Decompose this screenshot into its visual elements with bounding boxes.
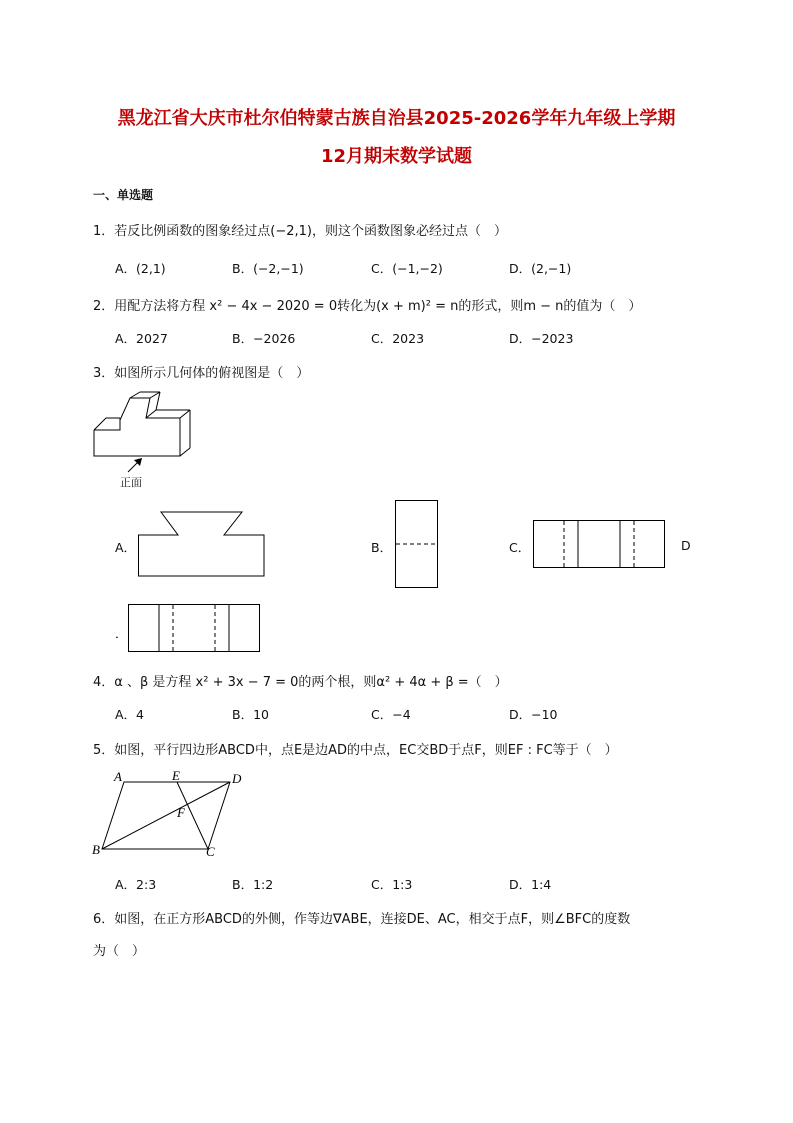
q3-front-label: 正面 — [120, 476, 142, 489]
q3-option-b: B． — [371, 540, 393, 555]
q1-option-c: C．(−1,−2) — [371, 261, 443, 276]
q2-option-d: D．−2023 — [509, 331, 574, 346]
question-6-stem-line2: 为（ ） — [93, 944, 146, 959]
q2-option-c: C．2023 — [371, 331, 425, 346]
q5-point-a: A — [114, 769, 122, 784]
q3-option-d: D — [681, 538, 691, 553]
q4-option-c: C．−4 — [371, 707, 411, 722]
q3-option-c: C． — [509, 540, 531, 555]
question-5-stem: 5．如图，平行四边形ABCD中，点E是边AD的中点，EC交BD于点F，则EF : FC等于（ ） — [93, 743, 618, 758]
q5-option-a: A．2:3 — [115, 877, 157, 892]
q3-option-d-dot: ． — [115, 626, 128, 641]
q3-option-d-figure — [128, 604, 261, 653]
q3-solid-figure — [90, 392, 200, 492]
question-3-stem: 3．如图所示几何体的俯视图是（ ） — [93, 366, 310, 381]
q1-option-a: A．(2,1) — [115, 261, 166, 276]
q5-point-e: E — [172, 768, 180, 783]
q5-point-d: D — [232, 771, 242, 786]
q4-option-b: B．10 — [232, 707, 269, 722]
q3-option-b-figure — [395, 500, 439, 588]
q5-option-b: B．1:2 — [232, 877, 274, 892]
page-title-line1: 黑龙江省大庆市杜尔伯特蒙古族自治县2025-2026学年九年级上学期 — [117, 108, 676, 129]
q5-option-d: D．1:4 — [509, 877, 552, 892]
page-title-line2: 12月期末数学试题 — [320, 146, 473, 167]
q2-option-b: B．−2026 — [232, 331, 296, 346]
q5-point-c: C — [206, 844, 215, 859]
q4-option-a: A．4 — [115, 707, 145, 722]
q5-point-f: F — [177, 805, 185, 820]
q3-option-c-figure — [533, 520, 666, 569]
q3-option-a: A． — [115, 540, 137, 555]
q1-option-d: D．(2,−1) — [509, 261, 572, 276]
q3-option-a-figure — [138, 511, 266, 577]
q5-point-b: B — [92, 842, 100, 857]
q1-option-b: B．(−2,−1) — [232, 261, 304, 276]
question-4-stem: 4．α 、β 是方程 x² + 3x − 7 = 0的两个根，则α² + 4α + β =（ ） — [93, 675, 508, 690]
q2-option-a: A．2027 — [115, 331, 168, 346]
q5-parallelogram-figure — [92, 770, 252, 860]
question-6-stem-line1: 6．如图，在正方形ABCD的外侧，作等边∇ABE，连接DE、AC，相交于点F，则∠BFC的度数 — [93, 912, 631, 927]
q5-option-c: C．1:3 — [371, 877, 413, 892]
question-1-stem: 1．若反比例函数的图象经过点(−2,1)，则这个函数图象必经过点（ ） — [93, 224, 507, 239]
question-2-stem: 2．用配方法将方程 x² − 4x − 2020 = 0转化为(x + m)² = n的形式，则m − n的值为（ ） — [93, 299, 642, 314]
section-heading: 一、单选题 — [93, 188, 154, 202]
q4-option-d: D．−10 — [509, 707, 558, 722]
